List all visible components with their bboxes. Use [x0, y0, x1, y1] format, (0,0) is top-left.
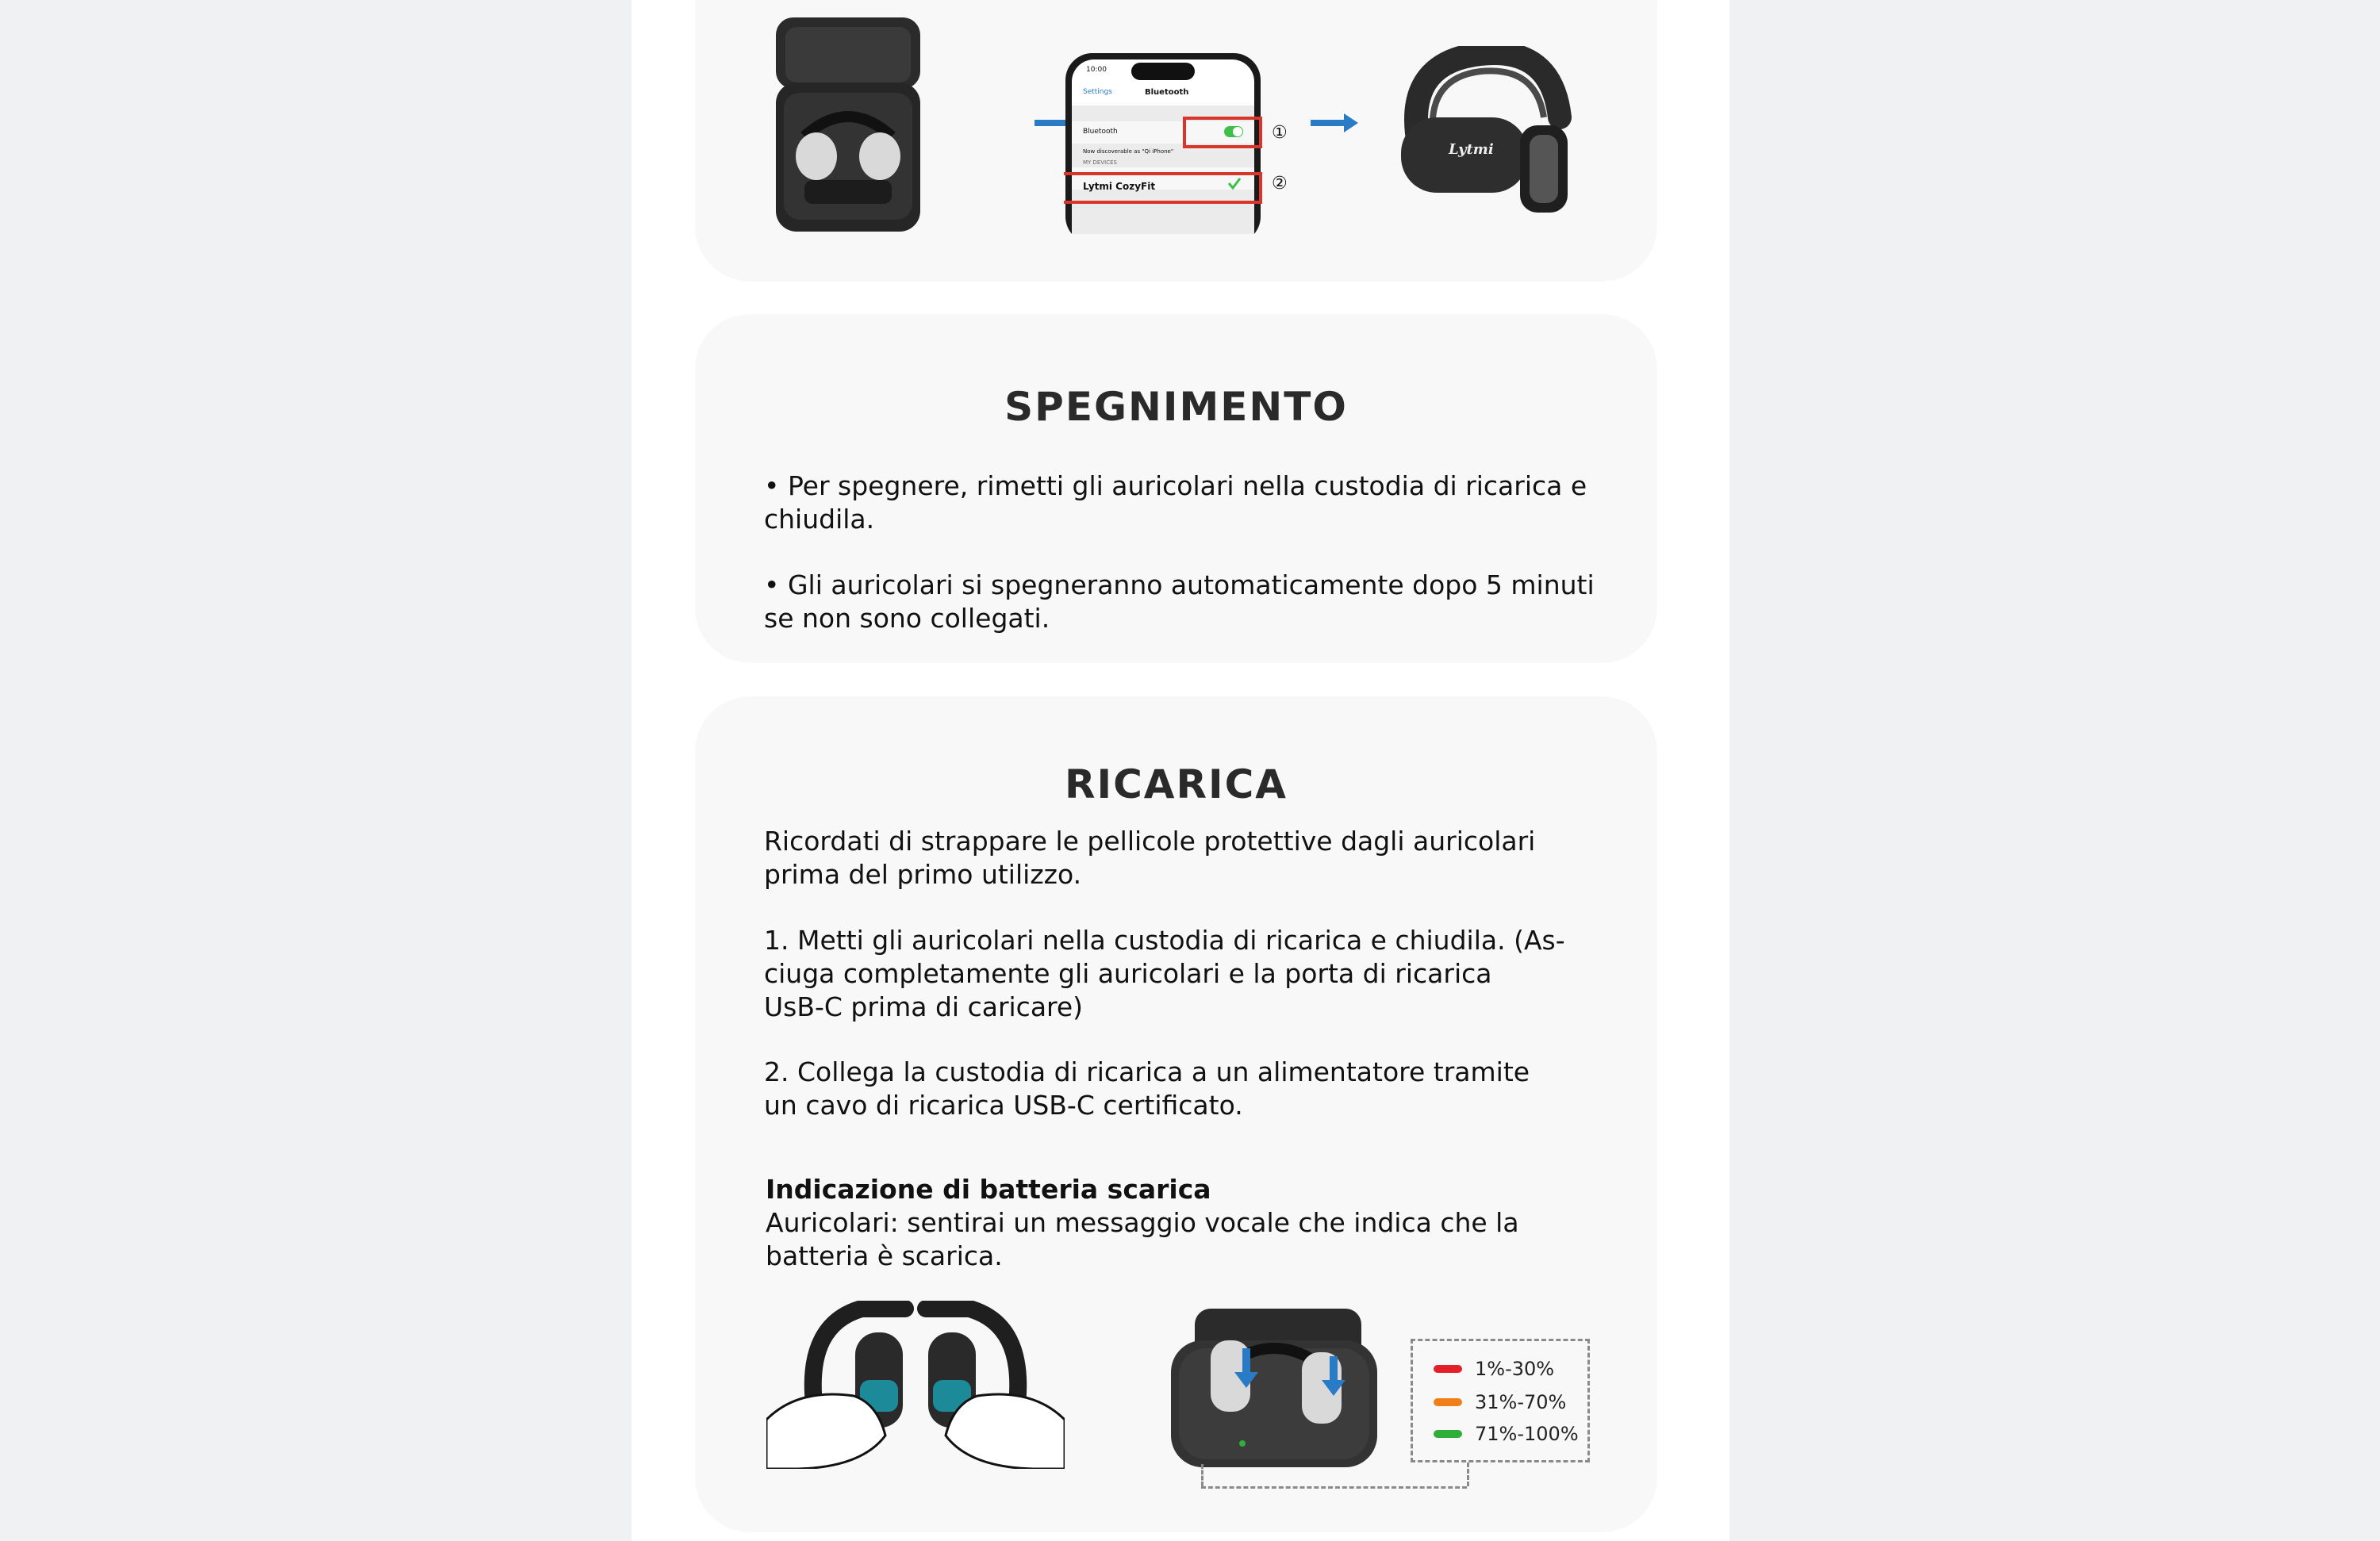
page [631, 0, 1729, 1541]
discoverable-text: Now discoverable as "Qi iPhone" [1083, 148, 1174, 155]
arrow-right-icon [1311, 113, 1358, 132]
legend-row-high [1434, 1422, 1579, 1446]
legend-swatch-red [1434, 1365, 1462, 1373]
legend-swatch-orange [1434, 1398, 1462, 1406]
earbud-image [1385, 46, 1583, 220]
step-1-marker: ① [1272, 123, 1288, 143]
low-battery-text: Auricolari: sentirai un messaggio vocale che indica che la batteria è scarica. [766, 1207, 1519, 1271]
earbud-brand-logo: Lytmi [1449, 141, 1494, 158]
ricarica-card [695, 696, 1657, 1532]
legend-label: 1%-30% [1475, 1358, 1555, 1380]
spegnimento-title: SPEGNIMENTO [1004, 384, 1348, 430]
ricarica-step-1: 1. Metti gli auricolari nella custodia di ricarica e chiudila. (As- ciuga completamente gli auricolari e la porta di ricarica UsB-C prima di caricare) [764, 925, 1565, 1022]
legend-swatch-green [1434, 1430, 1462, 1438]
charging-case-image [773, 17, 923, 232]
bluetooth-toggle-label: Bluetooth [1083, 128, 1118, 136]
pairing-card [695, 0, 1657, 282]
legend-row-mid [1434, 1390, 1566, 1414]
phone-time: 10:00 [1086, 66, 1107, 74]
hands-earbuds-image [766, 1301, 1065, 1469]
legend-connector [1201, 1486, 1467, 1489]
legend-row-low [1434, 1357, 1554, 1381]
spegnimento-point-2: • Gli auricolari si spegneranno automaticamente dopo 5 minuti se non sono collegati. [764, 569, 1595, 634]
step-2-marker: ② [1272, 174, 1288, 194]
legend-connector [1201, 1464, 1203, 1486]
spegnimento-point-1: • Per spegnere, rimetti gli auricolari nella custodia di ricarica e chiudila. [764, 470, 1587, 535]
ricarica-step-2: 2. Collega la custodia di ricarica a un alimentatore tramite un cavo di ricarica USB-C certificato. [764, 1056, 1530, 1121]
low-battery-heading: Indicazione di batteria scarica [766, 1174, 1211, 1205]
legend-label: 71%-100% [1475, 1423, 1579, 1445]
phone-screen-title: Bluetooth [1145, 88, 1189, 97]
spegnimento-card [695, 314, 1657, 663]
legend-label: 31%-70% [1475, 1391, 1567, 1413]
phone-back-label[interactable]: Settings [1083, 88, 1112, 96]
charging-case-earbuds-image [1171, 1309, 1377, 1467]
phone-bluetooth-screen [1064, 52, 1288, 234]
ricarica-title: RICARICA [1065, 761, 1288, 807]
device-name[interactable]: Lytmi CozyFit [1083, 181, 1156, 192]
my-devices-header: MY DEVICES [1083, 159, 1117, 166]
battery-legend [1411, 1339, 1590, 1462]
ricarica-intro: Ricordati di strappare le pellicole protettive dagli auricolari prima del primo utilizzo. [764, 826, 1536, 890]
legend-connector [1467, 1462, 1469, 1486]
